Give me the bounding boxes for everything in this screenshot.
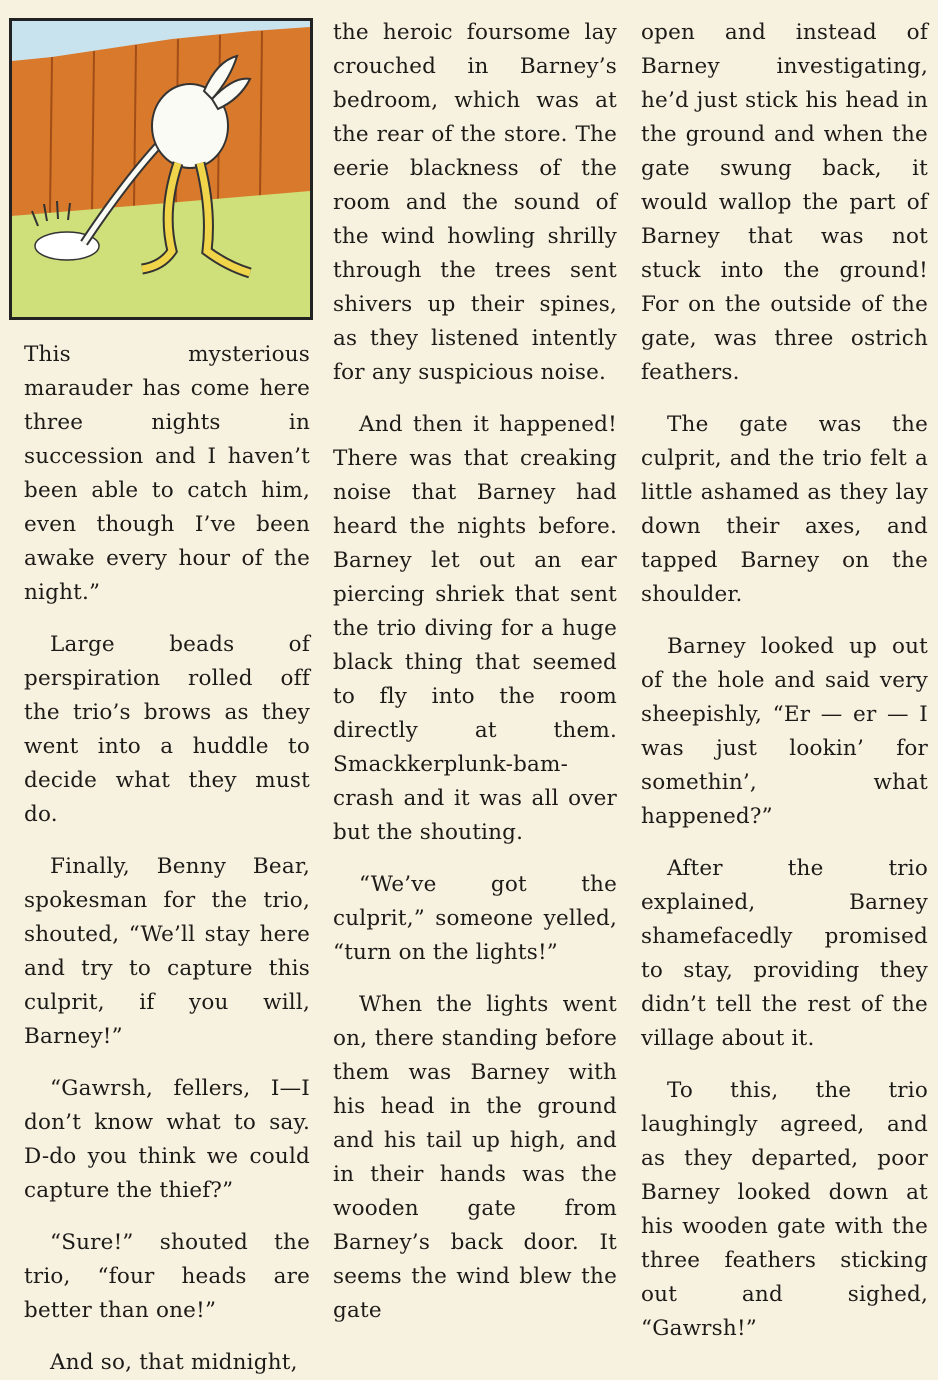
paragraph: Finally, Benny Bear, spokesman for the trio, shouted, “We’ll stay here and try to capture this culprit, if you will, Barney!” (24, 854, 310, 1049)
paragraph: “Gawrsh, fellers, I—I don’t know what to say. D-do you think we could capture the thief?” (24, 1076, 310, 1203)
text-column-1 (24, 338, 310, 1380)
paragraph: open and instead of Barney investigating, he’d just stick his head in the ground and when the gate swung back, it would wallop the part of Barney that was not stuck into the ground! For on the outside of the gate, was three ostrich feathers. (641, 20, 928, 385)
text-column-2 (333, 16, 617, 1328)
paragraph: “We’ve got the culprit,” someone yelled, “turn on the lights!” (333, 872, 617, 965)
text-column-3 (641, 16, 928, 1346)
paragraph: the heroic foursome lay crouched in Barney’s bedroom, which was at the rear of the store. The eerie blackness of the room and the sound of the wind howling shrilly through the trees sent shivers up their spines, as they listened intently for any suspicious noise. (333, 20, 617, 385)
paragraph: After the trio explained, Barney shamefacedly promised to stay, providing they didn’t tell the rest of the village about it. (641, 856, 928, 1051)
comic-panel (9, 18, 313, 320)
paragraph: The gate was the culprit, and the trio felt a little ashamed as they lay down their axes, and tapped Barney on the shoulder. (641, 412, 928, 607)
paragraph: And so, that midnight, (50, 1350, 298, 1375)
paragraph: Barney looked up out of the hole and said very sheepishly, “Er — er — I was just lookin’ for somethin’, what happened?” (641, 634, 928, 829)
paragraph: This mysterious marauder has come here three nights in succession and I haven’t been able to catch him, even though I’ve been awake every hour of the night.” (24, 342, 310, 605)
paragraph: And then it happened! There was that creaking noise that Barney had heard the nights before. Barney let out an ear piercing shriek that sent the trio diving for a huge black thing that seemed to fly into the room directly at them. Smackkerplunk-bam-crash and it was all over but the shouting. (333, 412, 617, 845)
paragraph: Large beads of perspiration rolled off the trio’s brows as they went into a huddle to decide what they must do. (24, 632, 310, 827)
paragraph: “Sure!” shouted the trio, “four heads are better than one!” (24, 1230, 310, 1323)
paragraph: To this, the trio laughingly agreed, and as they departed, poor Barney looked down at his wooden gate with the three feathers sticking out and sighed, “Gawrsh!” (641, 1078, 928, 1341)
paragraph: When the lights went on, there standing before them was Barney with his head in the ground and his tail up high, and in their hands was the wooden gate from Barney’s back door. It seems the wind blew the gate (333, 992, 617, 1323)
ostrich-head-in-ground-icon (12, 21, 310, 317)
